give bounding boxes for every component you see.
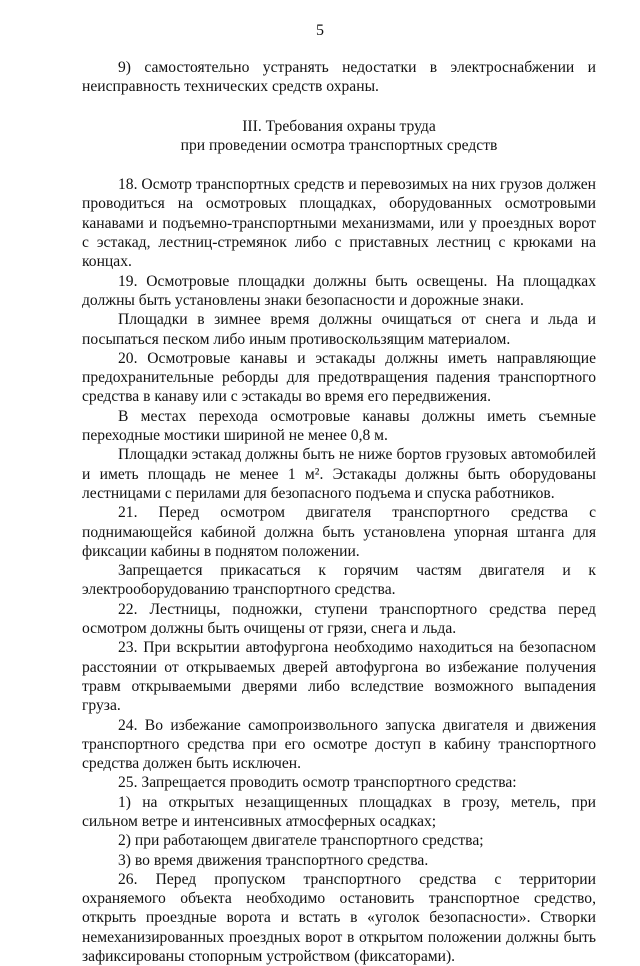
paragraph-24: 24. Во избежание самопроизвольного запуска двигателя и движения транспортного средства при его осмотре доступ в кабину транспортного средства должен быть исключен. bbox=[82, 716, 596, 773]
list-item-9: 9) самостоятельно устранять недостатки в электроснабжении и неисправность технических средств охраны. bbox=[82, 59, 596, 96]
section-heading-title: III. Требования охраны труда bbox=[242, 117, 436, 135]
paragraph-19-winter: Площадки в зимнее время должны очищаться от снега и льда и посыпаться песком либо иным противоскользящим материалом. bbox=[82, 311, 596, 348]
paragraph-22: 22. Лестницы, подножки, ступени транспортного средства перед осмотром должны быть очищены от грязи, снега и льда. bbox=[82, 600, 596, 638]
paragraph-25-item-3: 3) во время движения транспортного средства. bbox=[118, 851, 429, 869]
paragraph-18: 18. Осмотр транспортных средств и перевозимых на них грузов должен проводиться на осмотровых площадках, оборудованных осмотровыми канавами и подъемно-транспортными механизмами, или у проездных ворот с эстакад, лестниц-стремянок либо с приставных лестниц с крюками на концах. bbox=[82, 176, 596, 271]
paragraph-21-prohibition: Запрещается прикасаться к горячим частям двигателя и к электрооборудованию транспортного средства. bbox=[82, 562, 596, 599]
paragraph-25-item-2: 2) при работающем двигателе транспортного средства; bbox=[118, 832, 484, 850]
paragraph-19: 19. Осмотровые площадки должны быть освещены. На площадках должны быть установлены знаки безопасности и дорожные знаки. bbox=[82, 272, 596, 309]
paragraph-26: 26. Перед пропуском транспортного средства с территории охраняемого объекта необходимо остановить транспортное средство, открыть проездные ворота и встать в «уголок безопасности». Створки немеханизированных проездных ворот в открытом положении должны быть зафиксированы стопорным устройством (фиксаторами). bbox=[82, 870, 596, 966]
paragraph-20-bridges: В местах перехода осмотровые канавы должны иметь съемные переходные мостики шириной не менее 0,8 м. bbox=[82, 407, 596, 445]
paragraph-25-item-1: 1) на открытых незащищенных площадках в грозу, метель, при сильном ветре и интенсивных атмосферных осадках; bbox=[82, 793, 596, 830]
document-body bbox=[82, 58, 596, 966]
paragraph-23: 23. При вскрытии автофургона необходимо находиться на безопасном расстоянии от открываемых дверей автофургона во избежание получения травм открываемыми дверями либо вследствие возможного выпадения груза. bbox=[82, 639, 596, 715]
section-heading-subtitle: при проведении осмотра транспортных средств bbox=[180, 136, 498, 154]
paragraph-25: 25. Запрещается проводить осмотр транспортного средства: bbox=[118, 774, 517, 792]
section-heading bbox=[82, 117, 596, 156]
page-number: 5 bbox=[316, 22, 324, 39]
paragraph-20-platforms: Площадки эстакад должны быть не ниже бортов грузовых автомобилей и иметь площадь не менее 1 м². Эстакады должны быть оборудованы лестницами с перилами для безопасного подъема и спуска работников. bbox=[82, 446, 596, 502]
paragraph-20: 20. Осмотровые канавы и эстакады должны иметь направляющие предохранительные реборды для предотвращения падения транспортного средства в канаву или с эстакады во время его передвижения. bbox=[82, 349, 596, 406]
paragraph-21: 21. Перед осмотром двигателя транспортного средства с поднимающейся кабиной должна быть установлена упорная штанга для фиксации кабины в поднятом положении. bbox=[82, 504, 596, 560]
